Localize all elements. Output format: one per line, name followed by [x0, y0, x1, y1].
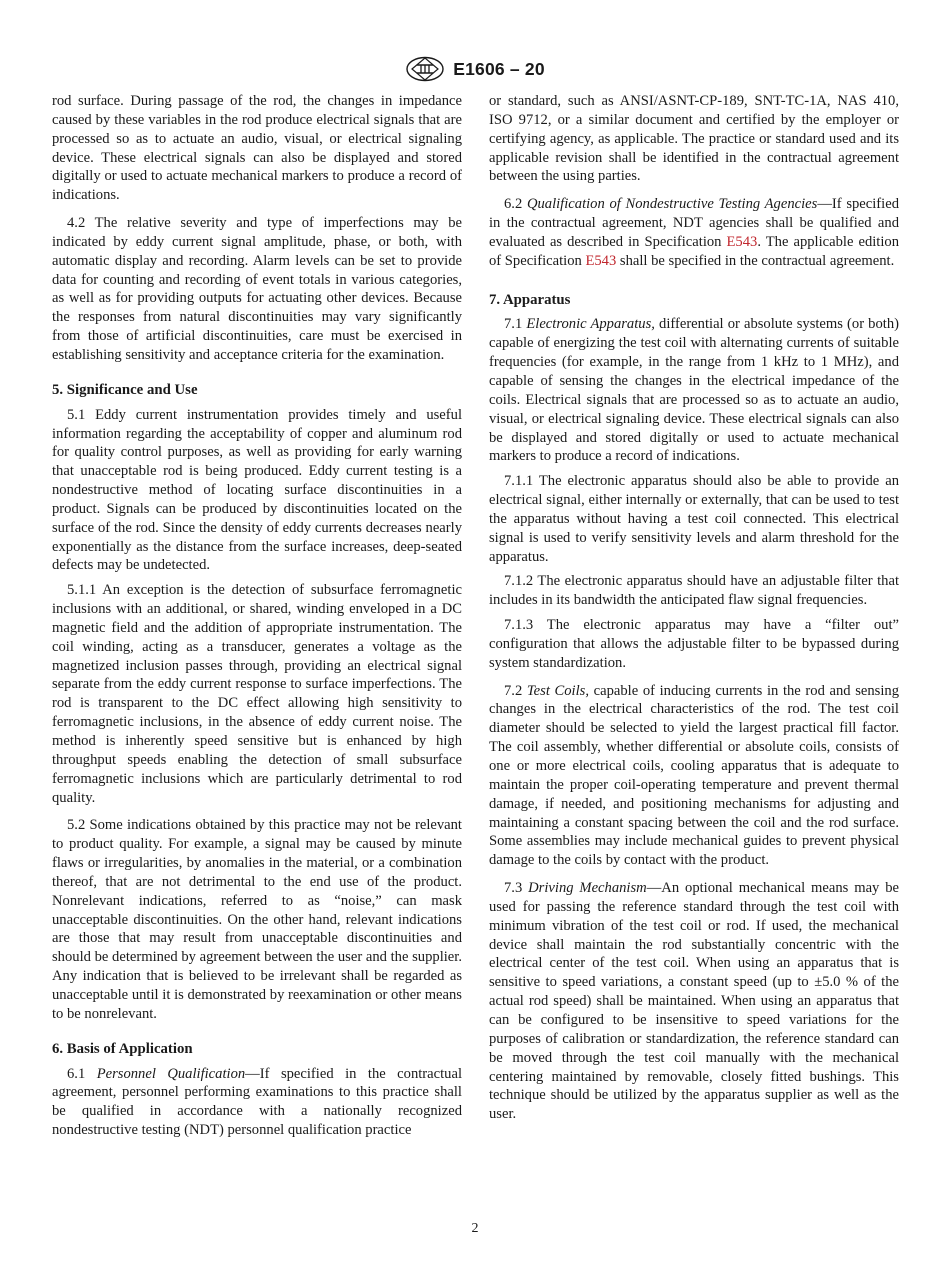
paragraph-text: shall be specified in the contractual agreement. [616, 252, 895, 269]
left-column [52, 92, 462, 1140]
paragraph-number: 7.1 [504, 316, 527, 333]
paragraph-7-1-1: 7.1.1 The electronic apparatus should also be able to provide an electrical signal, either internally or externally, that can be used to test the apparatus without having a test coil connected. This electrical signal is used to verify sensitivity levels and alarm threshold for the apparatus. [489, 473, 899, 565]
right-column [489, 92, 899, 1124]
paragraph-4-2: 4.2 The relative severity and type of imperfections may be indicated by eddy current signal amplitude, phase, or both, with automatic display and recording. Alarm levels can be set to provide data for counting and recording of event totals in various categories, as well as for providing outputs for actuating other devices. Because the responses from natural discontinuities may vary significantly from those of artificial discontinuities, care must be exercised in establishing sensitivity and acceptance criteria for the examination. [52, 215, 462, 363]
paragraph-5-1: 5.1 Eddy current instrumentation provides timely and useful information regarding the acceptability of copper and aluminum rod for quality control purposes, as well as providing for early warning that unacceptable rod is being produced. Eddy current testing is a nondestructive method of locating surface discontinuities in a product. Signals can be produced by discontinuities located on the surface of the rod. Since the density of eddy currents decreases nearly exponentially as the distance from the surface increases, deep-seated defects may be undetected. [52, 406, 462, 574]
paragraph-title: Electronic Apparatus, [526, 316, 655, 333]
section-7-heading: 7. Apparatus [489, 291, 571, 308]
paragraph-number: 7.3 [504, 880, 529, 897]
astm-logo-icon [405, 56, 445, 82]
paragraph-7-1-3: 7.1.3 The electronic apparatus may have a “filter out” configuration that allows the adjustable filter to be bypassed during system standardization. [489, 617, 899, 671]
document-id: E1606 – 20 [453, 58, 545, 79]
paragraph-6-2 [489, 195, 899, 270]
paragraph-continuation: rod surface. During passage of the rod, the changes in impedance caused by these variables in the rod produce electrical signals that are processed so as to actuate an audio, visual, or electrical signaling device. These electrical signals can also be displayed and stored digitally or used to actuate mechanical markers to produce a record of indications. [52, 93, 462, 204]
reference-link-e543[interactable]: E543 [585, 252, 617, 269]
paragraph-text: . The applicable edition of Specification [489, 233, 900, 269]
paragraph-number: 7.2 [504, 682, 527, 699]
paragraph-title: Qualification of Nondestructive Testing Agencies [526, 196, 818, 213]
paragraph-6-1 [52, 1065, 462, 1140]
paragraph-title: Test Coils, [526, 682, 589, 699]
reference-link-e543[interactable]: E543 [726, 233, 758, 250]
paragraph-7-2 [489, 682, 899, 870]
paragraph-text: differential or absolute systems (or both) capable of energizing the test coil with alternating currents of suitable frequencies (for example, in the range from 1 kHz to 1 MHz), and capable of sensing the changes in the electrical impedance of the coils. Electrical signals that are processed so as to actuate an audio, visual, or electrical signaling device. These electrical signals can also be displayed and stored digitally or used to actuate mechanical markers to produce a record of indications. [489, 316, 899, 465]
paragraph-number: 6.2 [504, 196, 527, 213]
section-6-heading: 6. Basis of Application [52, 1040, 193, 1057]
paragraph-text: capable of inducing currents in the rod and sensing changes in the electrical characteristics of the rod. The test coil diameter should be selected to yield the largest practical fill factor. The coil assembly, whether differential or absolute coils, consists of one or more electrical coils, cooling apparatus that is adequate to maintain the proper coil-operating temperature and prevent thermal damage, if needed, and positioning mechanisms for adjusting and maintaining a constant spacing between the coil and the rod surface. Some assemblies may include mechanical guides to prevent physical damage to the coils by contact with the product. [489, 682, 899, 869]
paragraph-text: —If specified in the contractual agreement, NDT agencies shall be qualified and evaluated as described in Specification [489, 196, 899, 250]
paragraph-text: —An optional mechanical means may be used for passing the reference standard through the test coil with minimum vibration of the test coil or rod. If used, the mechanical device shall maintain the rod substantially concentric with the electrical center of the test coil. When using an apparatus that is sensitive to speed variations, a constant speed (up to ±5.0 % of the actual rod speed) shall be maintained. When using an apparatus that can be configured to be insensitive to speed variations for the purposes of calibration or standardization, the reference standard can be moved through the test coil manually with the mechanical centering maintained by removable, closely fitted bushings. This technique should be utilized by the apparatus supplier as well as the user. [489, 880, 900, 1123]
paragraph-title: Driving Mechanism [528, 880, 647, 897]
paragraph-title: Personnel Qualification [96, 1065, 246, 1082]
paragraph-continuation: or standard, such as ANSI/ASNT-CP-189, SNT-TC-1A, NAS 410, ISO 9712, or a similar document and certified by the employer or certifying agency, as applicable. The practice or standard used and its applicable revision shall be identified in the contractual agreement between the using parties. [489, 93, 899, 185]
page-number: 2 [471, 1221, 479, 1236]
page-header [0, 56, 950, 82]
paragraph-text: —If specified in the contractual agreement, personnel performing examinations to this practice shall be qualified in accordance with a nationally recognized nondestructive testing (NDT) personnel qualification practice [52, 1065, 462, 1139]
paragraph-7-1 [489, 315, 899, 466]
paragraph-5-1-1: 5.1.1 An exception is the detection of subsurface ferromagnetic inclusions with an additional, or shared, winding enveloped in a DC magnetic field and the addition of appropriate instrumentation. The coil winding, acting as a transducer, generates a voltage as the magnetized inclusion passes through, providing an electrical signal separate from the eddy current response to surface imperfections. The rod is transparent to the DC effect allowing high sensitivity to ferromagnetic inclusions, in the absence of eddy current noise. The method is inherently speed sensitive but is enhanced by high throughput speeds enabling the detection of small subsurface ferromagnetic inclusions which are particularly detrimental to rod quality. [52, 582, 462, 806]
paragraph-5-2: 5.2 Some indications obtained by this practice may not be relevant to product quality. For example, a signal may be caused by minute flaws or irregularities, by anomalies in the material, or a combination thereof, that are not detrimental to the end use of the product. Nonrelevant indications, referred to as “noise,” can mask unacceptable discontinuities. On the other hand, relevant indications are those that may result from unacceptable discontinuities and should be determined by agreement between the user and the supplier. Any indication that is believed to be irrelevant shall be regarded as unacceptable until it is demonstrated by reexamination or other means to be nonrelevant. [52, 817, 462, 1022]
paragraph-7-3 [489, 879, 899, 1124]
paragraph-7-1-2: 7.1.2 The electronic apparatus should have an adjustable filter that includes in its bandwidth the anticipated flaw signal frequencies. [489, 573, 899, 609]
paragraph-number: 6.1 [67, 1065, 97, 1082]
section-5-heading: 5. Significance and Use [52, 381, 198, 398]
